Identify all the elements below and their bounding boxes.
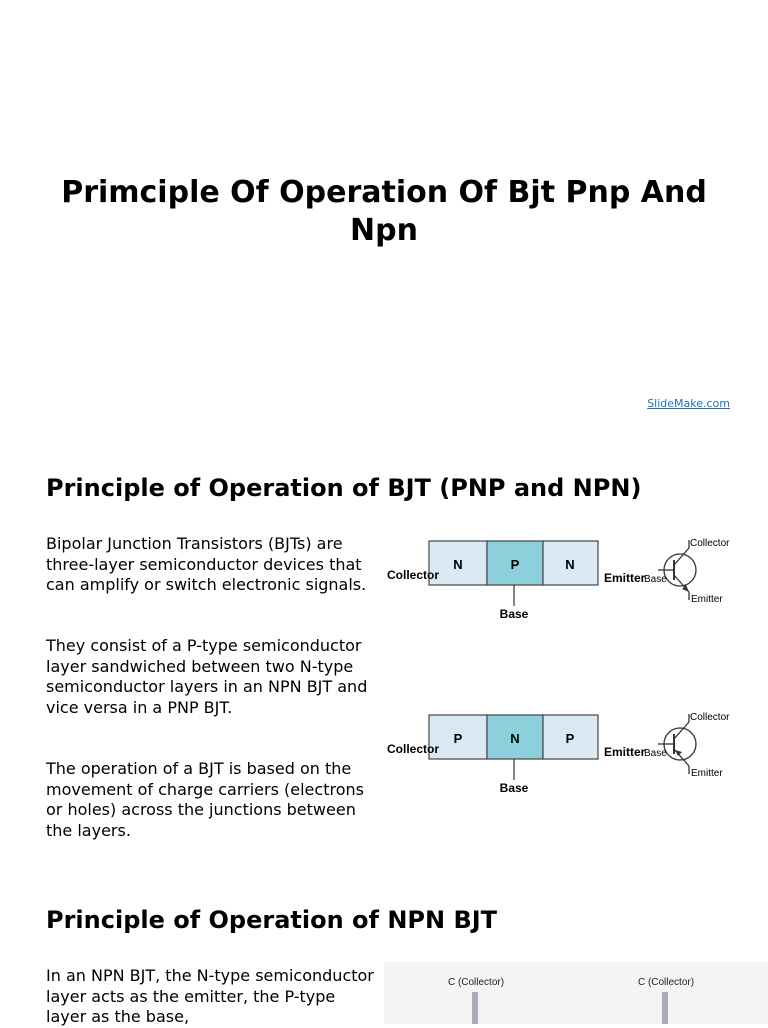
base-label: Base [499, 607, 529, 621]
paragraph-bjt-operation: The operation of a BJT is based on the movement of charge carriers (electrons or holes) across the junctions between the layers. [46, 759, 364, 840]
layer-right-label: P [565, 731, 575, 746]
pnp-layer-diagram [384, 704, 734, 804]
layer-middle-label: P [510, 557, 520, 572]
npn-operation-diagram [384, 962, 768, 1024]
emitter-label: Emitter [604, 745, 646, 759]
paragraph-bjt-layers: They consist of a P-type semiconductor layer sandwiched between two N-type semiconductor layers in an NPN BJT and vice versa in a PNP BJT. [46, 636, 368, 717]
collector-label-right: C (Collector) [637, 977, 695, 988]
paragraph-npn-intro: In an NPN BJT, the N-type semiconductor layer acts as the emitter, the P-type layer as the base, [46, 966, 374, 1026]
layer-left-label: P [453, 731, 463, 746]
symbol-base-label: Base [644, 574, 667, 585]
collector-lead-left [472, 992, 478, 1024]
emitter-label: Emitter [604, 571, 646, 585]
pnp-transistor-symbol [658, 714, 696, 774]
layer-middle-label: N [510, 731, 520, 746]
section-heading-npn: Principle of Operation of NPN BJT [46, 906, 498, 934]
npn-layer-diagram [384, 530, 734, 630]
npn-transistor-symbol [658, 540, 696, 600]
collector-label-left: C (Collector) [447, 977, 505, 988]
section-heading-bjt: Principle of Operation of BJT (PNP and NPN) [46, 474, 642, 502]
layer-left-label: N [453, 557, 463, 572]
symbol-collector-label: Collector [690, 538, 730, 549]
collector-lead-right [662, 992, 668, 1024]
paragraph-bjt-intro: Bipolar Junction Transistors (BJTs) are three-layer semiconductor devices that can amplify or switch electronic signals. [46, 534, 367, 594]
base-label: Base [499, 781, 529, 795]
symbol-base-label: Base [644, 748, 667, 759]
slidemake-link[interactable]: SlideMake.com [647, 397, 730, 410]
symbol-emitter-label: Emitter [691, 594, 723, 605]
layer-right-label: N [565, 557, 575, 572]
page-title: Primciple Of Operation Of Bjt Pnp And Npn [61, 175, 707, 248]
symbol-emitter-label: Emitter [691, 768, 723, 779]
symbol-collector-label: Collector [690, 712, 730, 723]
collector-label: Collector [387, 742, 440, 756]
collector-label: Collector [387, 568, 440, 582]
